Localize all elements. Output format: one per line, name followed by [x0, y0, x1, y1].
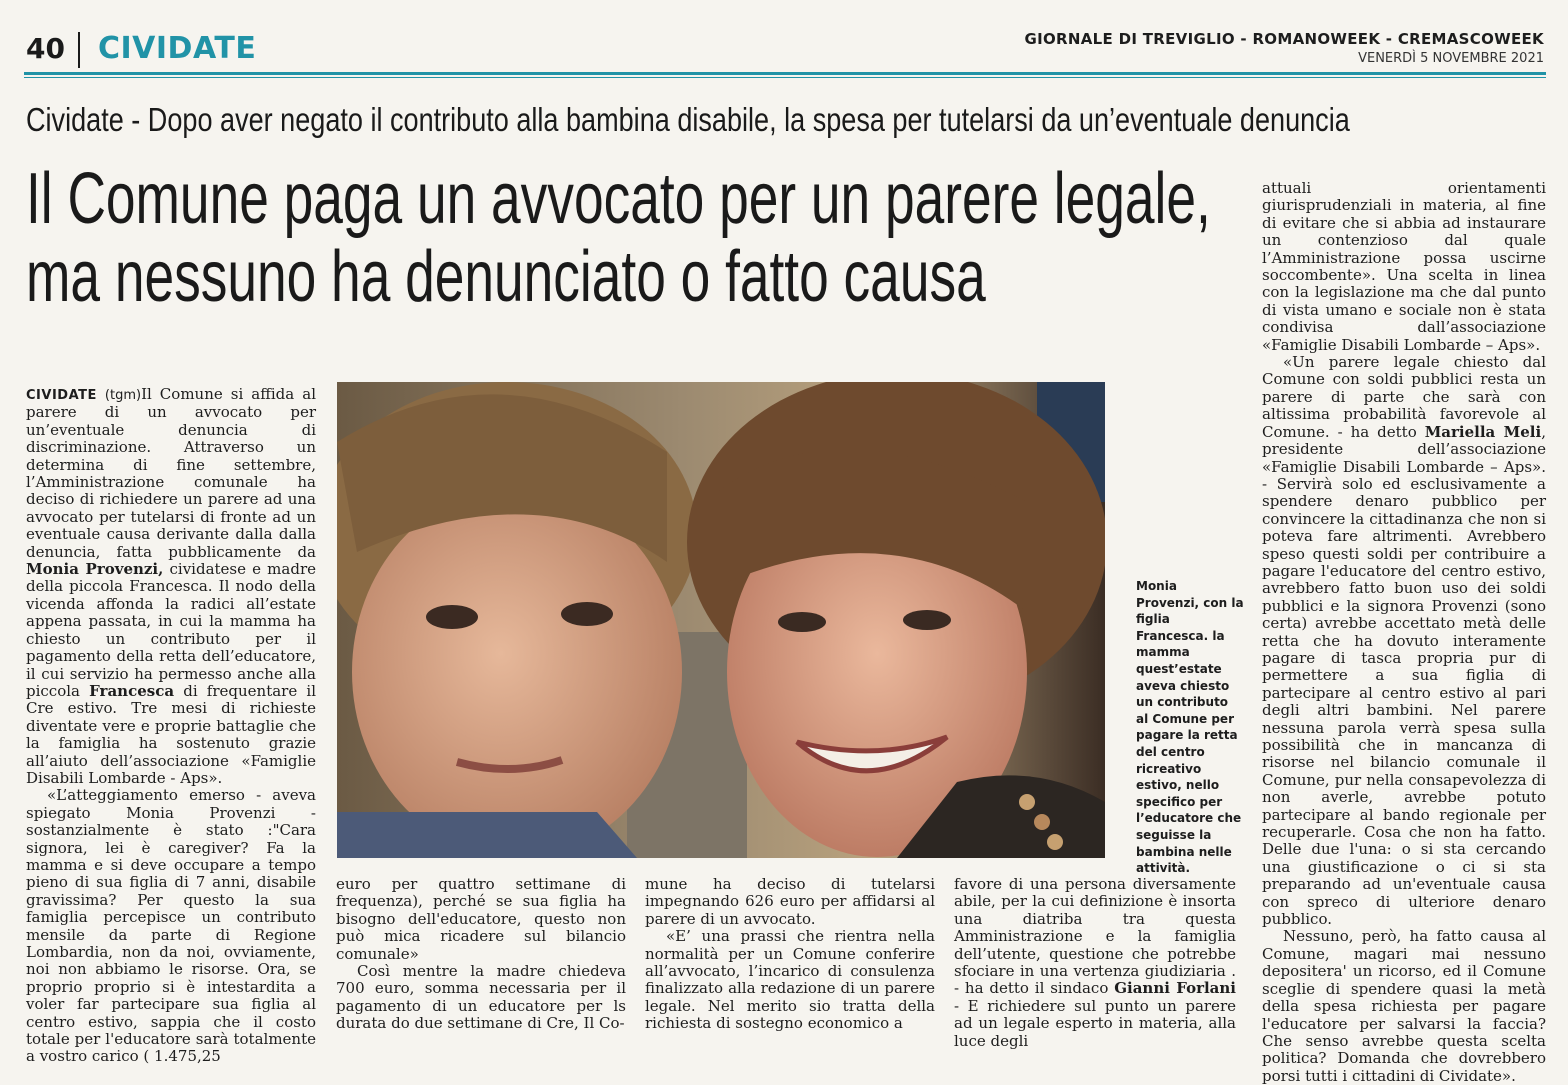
- photo-caption: Monia Provenzi, con la figlia Francesca. la mamma quest’estate aveva chiesto un contributo al Comune per pagare la retta del centro ricreativo estivo, nello specifico per l’educatore che seguisse la bambina nelle attività.: [1136, 579, 1244, 876]
- paragraph: Nessuno, però, ha fatto causa al Comune, magari mai nessuno depositera' un ricorso, ed il Comune sceglie di spendere quasi la metà della spesa richiesta per pagare l'educatore per salvarsi la faccia? Che senso avrebbe questa scelta politica? Domanda che dovrebbero porsi tutti i cittadini di Cividate».: [1262, 927, 1546, 1085]
- agency-tag: (tgm): [104, 388, 142, 403]
- article-column-4: [954, 876, 1236, 1050]
- article-photo: [337, 382, 1105, 858]
- article-kicker: Cividate - Dopo aver negato il contributo alla bambina disabile, la spesa per tutelarsi da un’eventuale denuncia: [26, 101, 1350, 138]
- person-name: Monia Provenzi,: [26, 560, 164, 579]
- masthead-rule-thin: [24, 77, 1546, 78]
- issue-date: VENERDÌ 5 NOVEMBRE 2021: [1358, 51, 1544, 66]
- paragraph: attuali orientamenti giurisprudenziali in materia, al fine di evitare che si abbia ad instaurare un contenzioso dal quale l’Amministrazione possa uscirne soccombente». Una scelta in linea con la legislazione ma che dal punto di vista umano e sociale non è stata condivisa dall’associazione «Famiglie Disabili Lombarde – Aps».: [1262, 179, 1546, 354]
- headline-line-1: Il Comune paga un avvocato per un parere legale,: [26, 159, 1211, 239]
- dateline: CIVIDATE: [26, 388, 97, 403]
- paragraph-text: , presidente dell’associazione «Famiglie Disabili Lombarde – Aps». - Servirà solo ed esclusivamente a spendere denaro pubblico per convincere la cittadinanza che non si poteva fare altrimenti. Avrebbero speso questi soldi per contribuire a pagare l'educatore del centro estivo, avrebbero fatto buon uso dei soldi pubblici e la signora Provenzi (sono certa) avrebbe accettato metà delle retta che ha dovuto interamente pagare di tasca propria pur di permettere a sua figlia di partecipare al centro estivo al pari degli altri bambini. Nel parere nessuna parola verrà spesa sulla possibilità che in mancanza di risorse nel bilancio comunale il Comune, pur nella consapevolezza di non averle, avrebbe potuto partecipare al bando regionale per recuperarle. Cosa che non ha fatto. Delle due l'una: o si sta cercando una giustificazione o ci si sta preparando ad un'eventuale causa con spreco di ulteriore denaro pubblico.: [1262, 422, 1546, 929]
- person-name: Gianni Forlani: [1114, 979, 1236, 998]
- paragraph: Così mentre la madre chiedeva 700 euro, somma necessaria per il pagamento di un educatore per ls durata do due settimane di Cre, Il Co-: [336, 962, 626, 1033]
- paragraph-text: favore di una persona diversamente abile, per la cui definizione è insorta una diatriba tra questa Amministrazione e la famiglia dell’utente, questione che potrebbe sfociare in una vertenza giudiziaria . - ha detto il sindaco: [954, 875, 1236, 998]
- masthead-rule: [24, 72, 1546, 75]
- person-name: Francesca: [89, 681, 175, 700]
- paragraph: [954, 876, 1236, 1050]
- paragraph: [26, 386, 316, 787]
- article-column-2: [336, 876, 626, 1033]
- paragraph: «L’atteggiamento emerso - aveva spiegato Monia Provenzi - sostanzialmente è stato :"Cara signora, lei è caregiver? Fa la mamma e si deve occupare a tempo pieno di sua figlia di 7 anni, disabile gravissima? Per questo la sua famiglia percepisce un contributo mensile da parte di Regione Lombardia, non da noi, ovviamente, noi non abbiamo le risorse. Ora, se proprio proprio si è intestardita a voler far partecipare sua figlia al centro estivo, sappia che il costo totale per l'educatore sarà totalmente a vostro carico ( 1.475,25: [26, 786, 316, 1066]
- paragraph-text: «Un parere legale chiesto dal Comune con soldi pubblici resta un parere di parte che sarà con altissima probabilità favorevole al Comune. - ha detto: [1262, 353, 1546, 441]
- paragraph-text: di frequentare il Cre estivo. Tre mesi di richieste diventate vere e proprie battaglie che la famiglia ha sostenuto grazie all’aiuto dell’associazione «Famiglie Disabili Lombarde - Aps».: [26, 681, 316, 787]
- headline-line-2: ma nessuno ha denunciato o fatto causa: [26, 237, 986, 317]
- masthead-divider: [78, 32, 80, 68]
- article-headline: [26, 159, 1211, 317]
- paragraph: «E’ una prassi che rientra nella normalità per un Comune conferire all’avvocato, l’incarico di consulenza finalizzato alla redazione di un parere legale. Nel merito sio tratta della richiesta di sostegno economico a: [645, 927, 935, 1033]
- page-number: 40: [26, 32, 65, 65]
- paragraph-text: - E richiedere sul punto un parere ad un legale esperto in materia, alla luce degli: [954, 996, 1236, 1050]
- paragraph: mune ha deciso di tutelarsi impegnando 626 euro per affidarsi al parere di un avvocato.: [645, 875, 935, 928]
- photo-mother-and-daughter: [337, 382, 1105, 858]
- article-column-5: [1262, 180, 1546, 1085]
- section-title: CIVIDATE: [98, 31, 257, 66]
- article-column-1: [26, 386, 316, 1066]
- person-name: Mariella Meli: [1424, 422, 1542, 441]
- paragraph: [1262, 354, 1546, 928]
- paragraph-text: Il Comune si affida al parere di un avvocato per un’eventuale denuncia di discriminazione. Attraverso un determina di fine settembre, l’Amministrazione comunale ha deciso di richiedere un parere ad una avvocato per tutelarsi di fronte ad un eventuale causa derivante dalla dalla denuncia, fatta pubblicamente da: [26, 385, 316, 561]
- article-column-3: [645, 876, 935, 1033]
- paragraph-text: cividatese e madre della piccola Francesca. Il nodo della vicenda affonda la radici all’estate appena passata, in cui la mamma ha chiesto un contributo per il pagamento della retta dell’educatore, il cui servizio ha permesso anche alla piccola: [26, 560, 316, 700]
- paragraph: euro per quattro settimane di frequenza), perché se sua figlia ha bisogno dell'educatore, questo non può mica ricadere sul bilancio comunale»: [336, 875, 626, 963]
- newspaper-names: GIORNALE DI TREVIGLIO - ROMANOWEEK - CREMASCOWEEK: [1024, 30, 1544, 48]
